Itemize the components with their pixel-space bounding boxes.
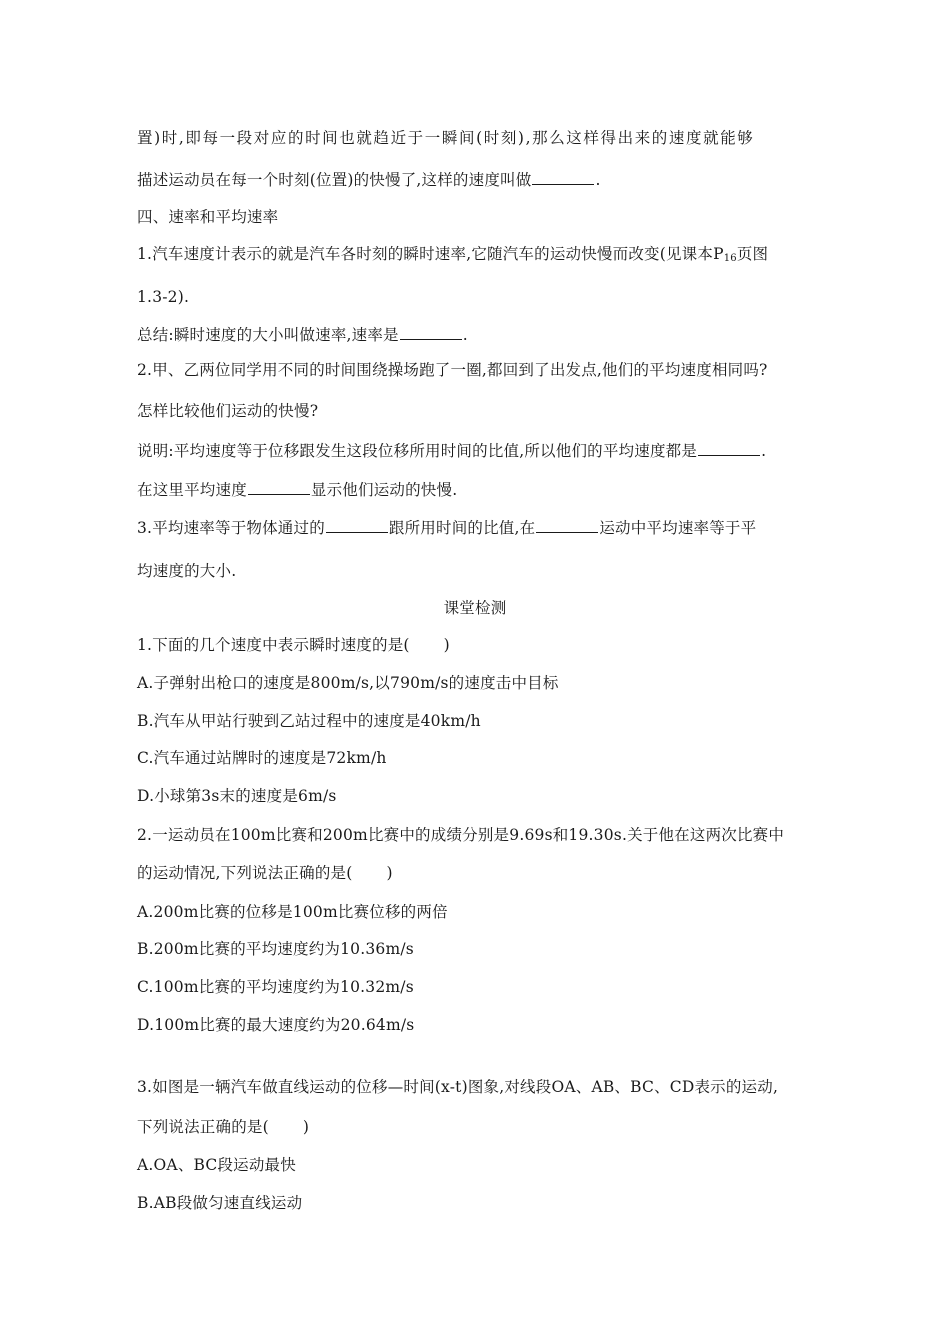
question-text: ) xyxy=(302,1118,310,1136)
question-text: ) xyxy=(443,636,450,654)
question-3 xyxy=(137,1077,778,1097)
line-text: 总结:瞬时速度的大小叫做速率,速率是 xyxy=(137,326,399,344)
text-line xyxy=(137,480,457,500)
section-title xyxy=(0,598,950,618)
option-a xyxy=(137,1155,296,1175)
option-a xyxy=(137,673,559,693)
text-line xyxy=(137,244,768,269)
text-line xyxy=(137,360,768,380)
line-text: 1.3-2). xyxy=(137,288,190,306)
line-text: 均速度的大小. xyxy=(137,562,237,580)
fill-blank[interactable] xyxy=(248,493,310,495)
text-line xyxy=(137,325,468,345)
line-text: 四、速率和平均速率 xyxy=(137,208,279,226)
option-text: A.OA、BC段运动最快 xyxy=(137,1156,296,1174)
option-d xyxy=(137,1015,414,1035)
question-text: 1.下面的几个速度中表示瞬时速度的是( xyxy=(137,636,410,654)
line-text: 说明:平均速度等于位移跟发生这段位移所用时间的比值,所以他们的平均速度都是 xyxy=(137,442,698,460)
question-3-cont xyxy=(137,1117,309,1137)
text-line xyxy=(137,518,756,538)
line-text: 页图 xyxy=(736,245,769,263)
line-text: 在这里平均速度 xyxy=(137,481,247,499)
option-c xyxy=(137,748,387,768)
option-text: A.子弹射出枪口的速度是800m/s,以790m/s的速度击中目标 xyxy=(137,674,559,692)
question-2-cont xyxy=(137,863,393,883)
line-text: 跟所用时间的比值,在 xyxy=(388,519,536,537)
option-c xyxy=(137,977,414,997)
question-1 xyxy=(137,635,450,655)
section-heading xyxy=(137,207,278,227)
option-text: C.100m比赛的平均速度约为10.32m/s xyxy=(137,978,414,996)
option-d xyxy=(137,786,337,806)
option-b xyxy=(137,711,481,731)
fill-blank[interactable] xyxy=(536,531,598,533)
option-a xyxy=(137,902,448,922)
line-text: 描述运动员在每一个时刻(位置)的快慢了,这样的速度叫做 xyxy=(137,171,532,189)
option-text: B.AB段做匀速直线运动 xyxy=(137,1194,303,1212)
question-text: 下列说法正确的是( xyxy=(137,1118,269,1136)
section-title-text: 课堂检测 xyxy=(443,599,507,617)
text-line xyxy=(137,561,236,581)
line-text: 显示他们运动的快慢. xyxy=(310,481,458,499)
line-text: 运动中平均速率等于平 xyxy=(599,519,757,537)
line-text: 2.甲、乙两位同学用不同的时间围绕操场跑了一圈,都回到了出发点,他们的平均速度相同吗? xyxy=(137,361,768,379)
fill-blank[interactable] xyxy=(698,454,760,456)
option-text: B.汽车从甲站行驶到乙站过程中的速度是40km/h xyxy=(137,712,481,730)
line-text: 怎样比较他们运动的快慢? xyxy=(137,402,319,420)
fill-blank[interactable] xyxy=(532,183,594,185)
option-text: B.200m比赛的平均速度约为10.36m/s xyxy=(137,940,414,958)
line-text: 1.汽车速度计表示的就是汽车各时刻的瞬时速率,它随汽车的运动快慢而改变(见课本P xyxy=(137,245,724,263)
option-text: C.汽车通过站牌时的速度是72km/h xyxy=(137,749,387,767)
line-text: . xyxy=(761,442,767,460)
line-text: 置)时,即每一段对应的时间也就趋近于一瞬间(时刻),那么这样得出来的速度就能够 xyxy=(137,129,755,147)
question-text: 3.如图是一辆汽车做直线运动的位移—时间(x-t)图象,对线段OA、AB、BC、CD表示的运动, xyxy=(137,1078,779,1096)
text-line xyxy=(137,170,601,190)
option-text: D.小球第3s末的速度是6m/s xyxy=(137,787,337,805)
option-text: A.200m比赛的位移是100m比赛位移的两倍 xyxy=(137,903,448,921)
question-text: 2.一运动员在100m比赛和200m比赛中的成绩分别是9.69s和19.30s.关于他在这两次比赛中 xyxy=(137,826,785,844)
fill-blank[interactable] xyxy=(326,531,388,533)
text-line xyxy=(137,128,754,148)
option-b xyxy=(137,939,414,959)
text-line xyxy=(137,401,318,421)
question-text: 的运动情况,下列说法正确的是( xyxy=(137,864,353,882)
line-text: 3.平均速率等于物体通过的 xyxy=(137,519,325,537)
question-2 xyxy=(137,825,784,845)
fill-blank[interactable] xyxy=(400,338,462,340)
option-b xyxy=(137,1193,302,1213)
text-line xyxy=(137,287,189,307)
subscript: 16 xyxy=(723,253,737,264)
text-line xyxy=(137,441,766,461)
line-text: . xyxy=(595,171,601,189)
option-text: D.100m比赛的最大速度约为20.64m/s xyxy=(137,1016,415,1034)
line-text: . xyxy=(462,326,468,344)
question-text: ) xyxy=(386,864,393,882)
